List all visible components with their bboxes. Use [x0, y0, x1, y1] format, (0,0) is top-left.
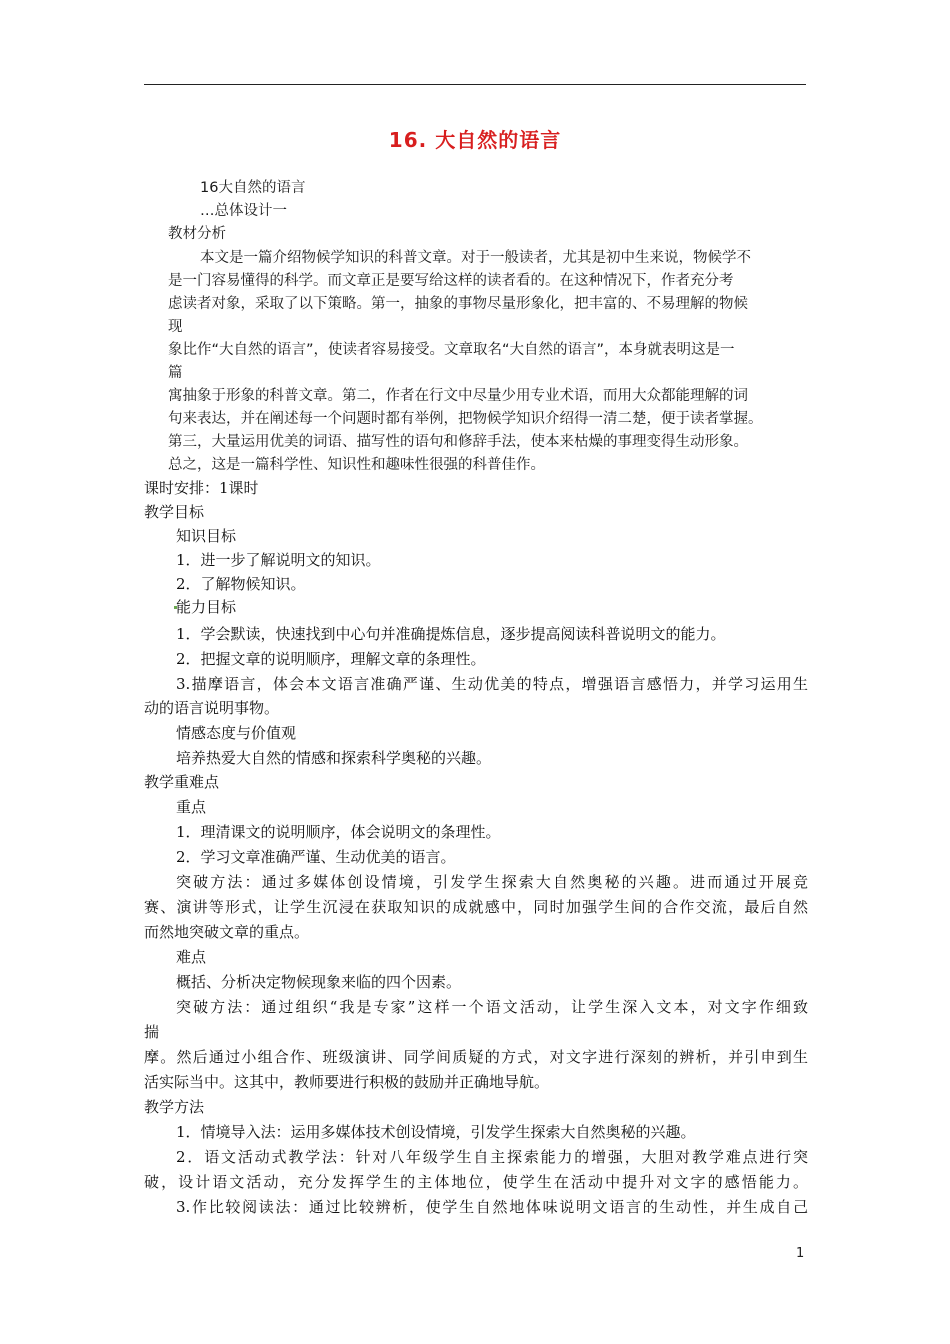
section-heading-key: 教学重难点 — [144, 773, 220, 791]
scan-para-line: 第三，大量运用优美的词语、描写性的语句和修辞手法，使本来枯燥的事理变得生动形象。 — [168, 434, 748, 450]
scan-para-line: 本文是一篇介绍物候学知识的科普文章。对于一般读者，尤其是初中生来说，物候学不 — [200, 250, 751, 266]
difficulty-method: 揣 — [144, 1023, 160, 1041]
difficulty-method: 突破方法：通过组织“我是专家”这样一个语文活动，让学生深入文本，对文字作细致 — [176, 998, 808, 1016]
focus-method: 赛、演讲等形式，让学生沉浸在获取知识的成就感中，同时加强学生间的合作交流，最后自然 — [144, 898, 808, 916]
knowledge-item: 2．了解物候知识。 — [176, 575, 306, 593]
scan-line-design: …总体设计一 — [200, 203, 287, 219]
section-heading-goals: 教学目标 — [144, 503, 205, 521]
section-heading-methods: 教学方法 — [144, 1098, 205, 1116]
scan-para-line: 寓抽象于形象的科普文章。第二，作者在行文中尽量少用专业术语，而用大众都能理解的词 — [168, 388, 748, 404]
schedule-line: 课时安排：1课时 — [144, 479, 259, 497]
ability-item-continued: 动的语言说明事物。 — [144, 699, 280, 717]
method-item: 1．情境导入法：运用多媒体技术创设情境，引发学生探索大自然奥秘的兴趣。 — [176, 1123, 696, 1141]
scan-line-heading: 教材分析 — [168, 226, 226, 242]
method-item: 破，设计语文活动，充分发挥学生的主体地位，使学生在活动中提升对文字的感悟能力。 — [144, 1173, 808, 1191]
ability-item: 1．学会默读，快速找到中心句并准确提炼信息，逐步提高阅读科普说明文的能力。 — [176, 625, 726, 643]
focus-item: 2．学习文章准确严谨、生动优美的语言。 — [176, 848, 456, 866]
emotion-item: 培养热爱大自然的情感和探索科学奥秘的兴趣。 — [176, 749, 492, 767]
subheading-ability: 能力目标 — [176, 598, 237, 616]
scan-para-line: 篇 — [168, 365, 183, 381]
scan-line-title: 16大自然的语言 — [200, 180, 306, 196]
method-item: 3.作比较阅读法：通过比较辨析，使学生自然地体味说明文语言的生动性，并生成自己 — [176, 1198, 808, 1216]
knowledge-item: 1．进一步了解说明文的知识。 — [176, 551, 381, 569]
subheading-difficulty: 难点 — [176, 948, 207, 966]
subheading-emotion: 情感态度与价值观 — [176, 724, 297, 742]
difficulty-item: 概括、分析决定物候现象来临的四个因素。 — [176, 973, 462, 991]
scan-para-line: 总之，这是一篇科学性、知识性和趣味性很强的科普佳作。 — [168, 457, 545, 473]
method-item: 2．语文活动式教学法：针对八年级学生自主探索能力的增强，大胆对教学难点进行突 — [176, 1148, 808, 1166]
subheading-focus: 重点 — [176, 798, 207, 816]
document-title: 16. 大自然的语言 — [388, 128, 562, 152]
subheading-knowledge: 知识目标 — [176, 527, 237, 545]
focus-method: 突破方法：通过多媒体创设情境，引发学生探索大自然奥秘的兴趣。进而通过开展竞 — [176, 873, 808, 891]
ability-item: 2．把握文章的说明顺序，理解文章的条理性。 — [176, 650, 486, 668]
scan-para-line: 句来表达，并在阐述每一个问题时都有举例，把物候学知识介绍得一清二楚，便于读者掌握。 — [168, 411, 763, 427]
difficulty-method: 摩。然后通过小组合作、班级演讲、同学间质疑的方式，对文字进行深刻的辨析，并引申到生 — [144, 1048, 808, 1066]
scan-para-line: 是一门容易懂得的科学。而文章正是要写给这样的读者看的。在这种情况下，作者充分考 — [168, 273, 734, 289]
focus-method: 而然地突破文章的重点。 — [144, 923, 310, 941]
scan-para-line: 虑读者对象，采取了以下策略。第一，抽象的事物尽量形象化，把丰富的、不易理解的物候 — [168, 296, 748, 312]
focus-item: 1．理清课文的说明顺序，体会说明文的条理性。 — [176, 823, 501, 841]
scan-para-line: 象比作“大自然的语言”，使读者容易接受。文章取名“大自然的语言”，本身就表明这是一 — [168, 342, 735, 358]
scan-para-line: 现 — [168, 319, 183, 335]
ability-item: 3.描摩语言，体会本文语言准确严谨、生动优美的特点，增强语言感悟力，并学习运用生 — [176, 675, 808, 693]
page-number: 1 — [796, 1246, 805, 1261]
header-rule — [144, 84, 806, 85]
difficulty-method: 活实际当中。这其中，教师要进行积极的鼓励并正确地导航。 — [144, 1073, 550, 1091]
